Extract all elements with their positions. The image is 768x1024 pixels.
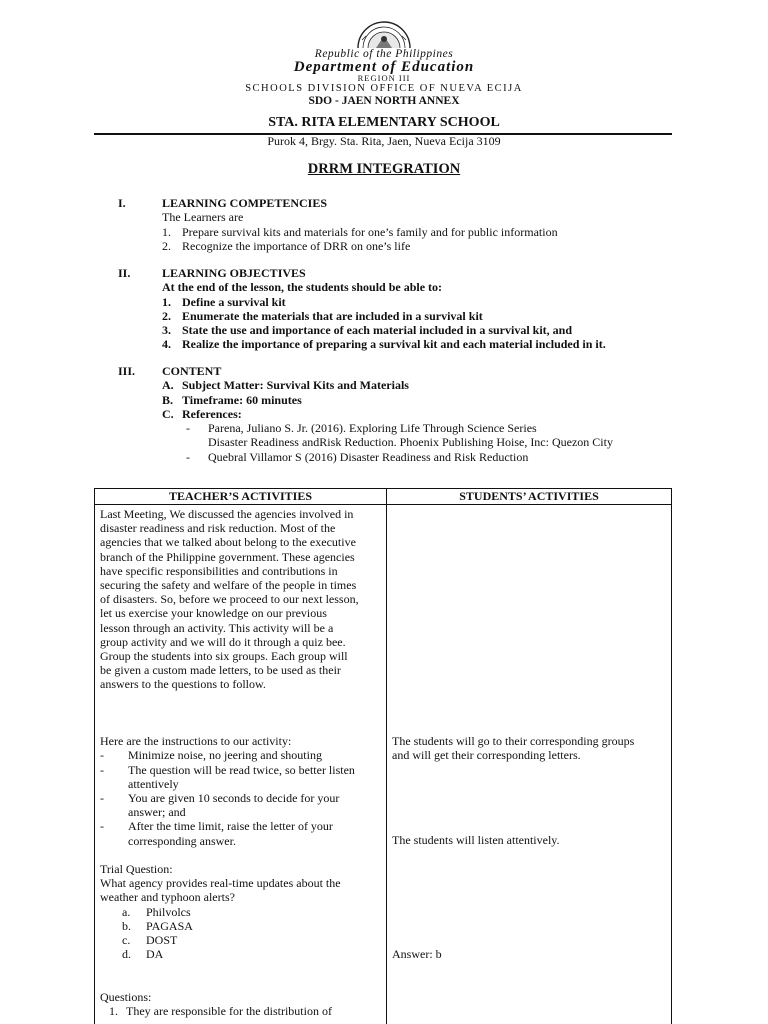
deped-seal-icon bbox=[354, 18, 414, 48]
instruction-item: - Minimize noise, no jeering and shouting bbox=[100, 748, 322, 763]
school-name: STA. RITA ELEMENTARY SCHOOL bbox=[268, 115, 500, 130]
list-item: 1. Prepare survival kits and materials for one’s family and for public information bbox=[162, 224, 558, 239]
answer-option: a. Philvolcs bbox=[122, 904, 191, 919]
section-heading: LEARNING OBJECTIVES bbox=[162, 266, 306, 280]
trial-answer: Answer: b bbox=[392, 946, 442, 961]
list-item: 4. Realize the importance of preparing a survival kit and each material included in it. bbox=[162, 337, 606, 352]
list-item: B. Timeframe: 60 minutes bbox=[162, 392, 302, 407]
questions-title: Questions: bbox=[100, 989, 152, 1004]
reference-item-continued: Disaster Readiness andRisk Reduction. Phoenix Publishing Hoise, Inc: Quezon City bbox=[208, 435, 613, 450]
students-activities-cell bbox=[387, 505, 672, 1024]
reference-item: - Quebral Villamor S (2016) Disaster Readiness and Risk Reduction bbox=[186, 449, 529, 464]
activities-table bbox=[94, 488, 672, 1024]
header-divider bbox=[94, 133, 672, 135]
school-address: Purok 4, Brgy. Sta. Rita, Jaen, Nueva Ecija 3109 bbox=[267, 134, 501, 148]
instruction-item: - You are given 10 seconds to decide for your answer; and bbox=[100, 791, 340, 820]
table-row bbox=[95, 505, 672, 1024]
table-header-row bbox=[95, 489, 672, 505]
list-item: A. Subject Matter: Survival Kits and Materials bbox=[162, 378, 409, 393]
answer-option: b. PAGASA bbox=[122, 918, 193, 933]
list-item: 3. State the use and importance of each material included in a survival kit, and bbox=[162, 323, 573, 338]
reference-item: - Parena, Juliano S. Jr. (2016). Exploring Life Through Science Series bbox=[186, 421, 537, 436]
answer-option: d. DA bbox=[122, 947, 164, 962]
section-numeral: II. bbox=[118, 266, 131, 280]
student-activity-listen: The students will listen attentively. bbox=[392, 833, 560, 848]
list-item: 1. Define a survival kit bbox=[162, 294, 286, 309]
instruction-item: - The question will be read twice, so better listen attentively bbox=[100, 762, 355, 791]
instruction-item: - After the time limit, raise the letter of your corresponding answer. bbox=[100, 819, 333, 848]
list-item: C. References: bbox=[162, 406, 242, 421]
document-title: DRRM INTEGRATION bbox=[307, 161, 461, 177]
department-name: Department of Education bbox=[293, 59, 475, 75]
list-item: 2. Recognize the importance of DRR on one’s life bbox=[162, 238, 411, 253]
section-heading: LEARNING COMPETENCIES bbox=[162, 196, 328, 210]
section-numeral: I. bbox=[118, 196, 126, 210]
student-activity-groups: The students will go to their corresponding groups and will get their corresponding letters. bbox=[392, 734, 635, 763]
division-line: SCHOOLS DIVISION OFFICE OF NUEVA ECIJA bbox=[245, 83, 523, 94]
section-intro: At the end of the lesson, the students should be able to: bbox=[162, 280, 443, 295]
section-numeral: III. bbox=[118, 364, 136, 378]
letterhead bbox=[0, 18, 768, 148]
region-line: REGION III bbox=[357, 73, 411, 83]
section-heading: CONTENT bbox=[162, 364, 222, 378]
teacher-activities-cell bbox=[95, 505, 387, 1024]
sdo-line: SDO - JAEN NORTH ANNEX bbox=[308, 95, 460, 107]
trial-question-title: Trial Question: bbox=[100, 862, 173, 877]
section-intro: The Learners are bbox=[162, 210, 244, 225]
answer-option: c. DOST bbox=[122, 933, 178, 948]
question-item: 1. They are responsible for the distribution of bbox=[109, 1004, 332, 1019]
students-activities-header: STUDENTS’ ACTIVITIES bbox=[387, 489, 672, 505]
teacher-intro: Last Meeting, We discussed the agencies involved in disaster readiness and risk reduction. Most of the agencies that we talked about belong to the executive branch of the Philippine government. These agencies have specific responsibilities and contributions in securing the safety and welfare of the people in times of disasters. So, before we proceed to our next lesson, let us exercise your knowledge on our previous lesson through an activity. This activity will be a group activity and we will do it through a quiz bee. Group the students into six groups. Each group will be given a custom made letters, to be used as their answers to the questions to follow. bbox=[100, 507, 359, 692]
republic-line: Republic of the Philippines bbox=[314, 48, 454, 60]
list-item: 2. Enumerate the materials that are included in a survival kit bbox=[162, 308, 483, 323]
instructions-title: Here are the instructions to our activity: bbox=[100, 734, 292, 749]
teacher-activities-header: TEACHER’S ACTIVITIES bbox=[95, 489, 387, 505]
trial-question: What agency provides real-time updates about the weather and typhoon alerts? bbox=[100, 876, 341, 905]
